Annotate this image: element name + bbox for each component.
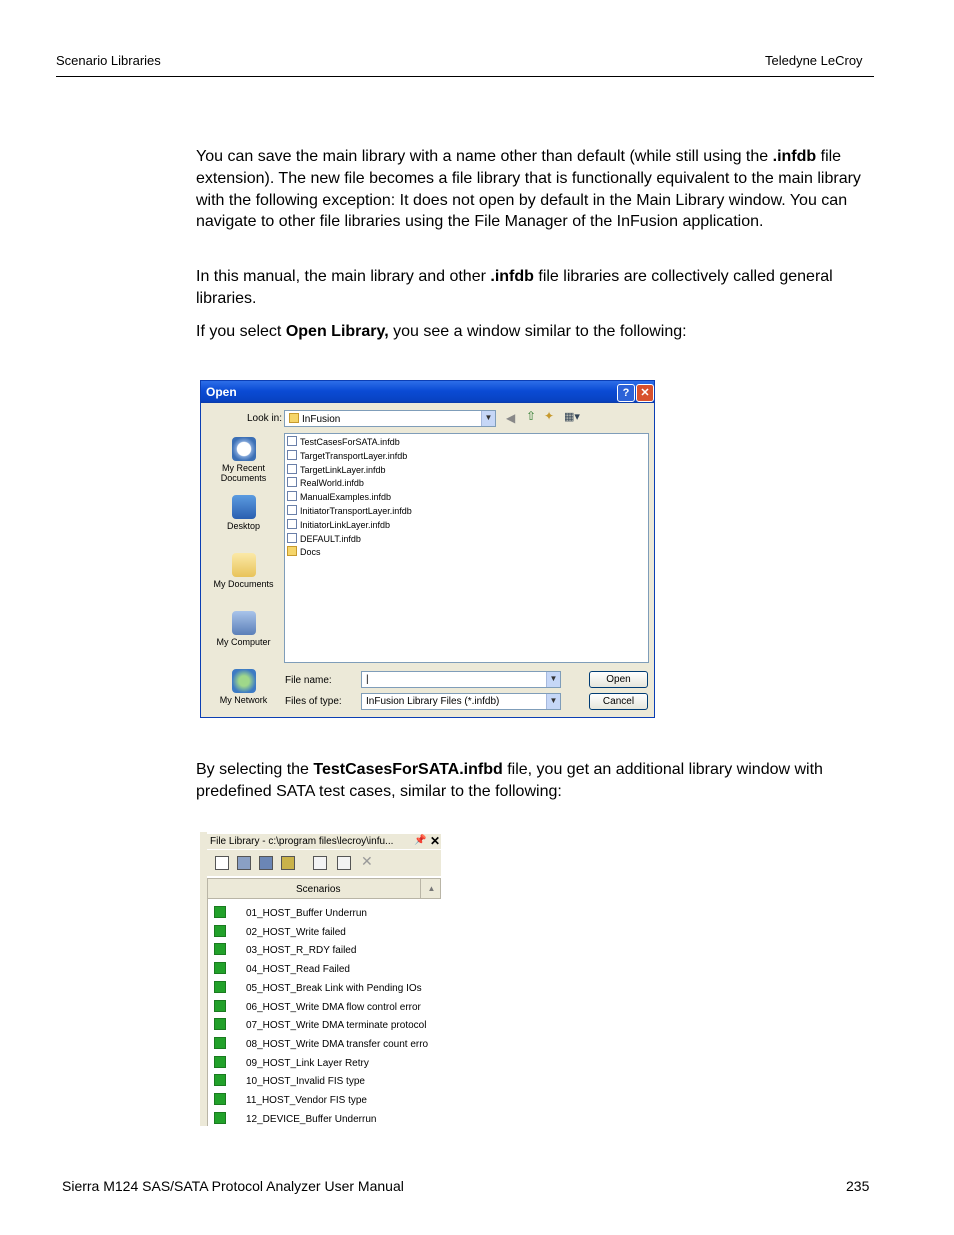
delete-icon[interactable]: ✕ bbox=[361, 853, 373, 869]
file-name: TestCasesForSATA.infdb bbox=[300, 437, 400, 447]
file-icon bbox=[287, 436, 297, 446]
para2-text-b: file libraries are collectively called general libraries. bbox=[196, 268, 833, 307]
file-name: InitiatorTransportLayer.infdb bbox=[300, 506, 412, 516]
scenario-status-icon bbox=[214, 1093, 226, 1105]
column-header-label: Scenarios bbox=[296, 884, 341, 895]
para4-text-b: file, you get an additional library window with predefined SATA test cases, similar to the following: bbox=[196, 761, 823, 800]
scenario-name: 01_HOST_Buffer Underrun bbox=[246, 908, 367, 919]
file-list-item[interactable] bbox=[287, 477, 364, 489]
file-library-toolbar bbox=[207, 850, 441, 876]
paragraph-open-library bbox=[196, 321, 876, 343]
file-name: RealWorld.infdb bbox=[300, 478, 364, 489]
look-in-value: InFusion bbox=[302, 414, 341, 425]
paragraph-general-libraries bbox=[196, 266, 876, 310]
place-label: My Computer bbox=[216, 637, 271, 647]
file-name-label: File name: bbox=[285, 675, 332, 686]
scenario-item[interactable] bbox=[214, 1018, 426, 1032]
look-in-select[interactable] bbox=[284, 410, 496, 427]
file-library-title: File Library - c:\program files\lecroy\infu... bbox=[210, 836, 394, 847]
back-icon[interactable]: ◀ bbox=[506, 411, 516, 425]
scenario-item[interactable] bbox=[214, 943, 356, 957]
place-my-documents[interactable] bbox=[205, 553, 282, 589]
scenario-name: 10_HOST_Invalid FIS type bbox=[246, 1076, 365, 1088]
scenario-name: 07_HOST_Write DMA terminate protocol bbox=[246, 1020, 427, 1032]
file-icon bbox=[287, 491, 297, 501]
scenario-name: 12_DEVICE_Buffer Underrun bbox=[246, 1113, 377, 1125]
page-number: 235 bbox=[846, 1178, 870, 1194]
scenario-name: 02_HOST_Write failed bbox=[246, 926, 346, 938]
file-list-item[interactable] bbox=[287, 546, 321, 558]
file-list-item[interactable] bbox=[287, 464, 386, 476]
scenario-list[interactable] bbox=[207, 899, 441, 1126]
clock-icon bbox=[232, 437, 256, 461]
place-label: My Recent Documents bbox=[220, 463, 267, 483]
chevron-down-icon[interactable]: ▼ bbox=[546, 694, 560, 709]
scenario-name: 11_HOST_Vendor FIS type bbox=[246, 1095, 367, 1106]
file-list-item[interactable] bbox=[287, 519, 390, 531]
scenario-name: 03_HOST_R_RDY failed bbox=[246, 945, 357, 957]
open-dialog bbox=[200, 380, 655, 718]
file-icon bbox=[287, 533, 297, 543]
file-icon bbox=[287, 505, 297, 515]
para1-bold: .infdb bbox=[772, 148, 817, 165]
para3-text-b: you see a window similar to the following: bbox=[388, 323, 687, 340]
scenario-status-icon bbox=[214, 1018, 226, 1030]
file-name: ManualExamples.infdb bbox=[300, 492, 392, 503]
header-rule bbox=[56, 76, 874, 77]
file-list-item[interactable] bbox=[287, 505, 412, 517]
file-list-item[interactable] bbox=[287, 450, 407, 462]
para1-text-b: file extension). The new file becomes a file library that is functionally equivalent to the main library with the following exception: It does not open by default in the Main Library window. You can navigate to other file libraries using the File Manager of the InFusion application. bbox=[196, 148, 861, 231]
copy-icon[interactable] bbox=[337, 856, 351, 870]
places-bar bbox=[205, 433, 282, 713]
scenario-name: 05_HOST_Break Link with Pending IOs bbox=[246, 982, 422, 994]
scenario-item[interactable] bbox=[214, 981, 422, 995]
save-as-icon[interactable] bbox=[281, 856, 295, 870]
scenario-status-icon bbox=[214, 981, 226, 993]
panel-edge bbox=[200, 832, 207, 1126]
scenario-item[interactable] bbox=[214, 1112, 376, 1126]
file-type-label: Files of type: bbox=[285, 696, 342, 707]
file-library-panel bbox=[200, 832, 442, 1126]
folder-icon bbox=[287, 546, 297, 556]
file-list-item[interactable] bbox=[287, 436, 400, 448]
place-my-computer[interactable] bbox=[205, 611, 282, 647]
scenario-item[interactable] bbox=[214, 1000, 421, 1014]
para2-text-a: In this manual, the main library and other bbox=[196, 268, 491, 285]
file-name: DEFAULT.infdb bbox=[300, 533, 361, 544]
paragraph-save-library bbox=[196, 146, 876, 233]
file-list[interactable] bbox=[284, 433, 649, 663]
open-button[interactable]: Open bbox=[589, 671, 648, 688]
file-type-select[interactable] bbox=[361, 693, 561, 710]
views-menu-icon[interactable]: ▦▾ bbox=[564, 411, 580, 423]
file-name-input[interactable] bbox=[361, 671, 561, 688]
help-button[interactable]: ? bbox=[617, 384, 635, 402]
new-icon[interactable] bbox=[215, 856, 229, 870]
computer-icon bbox=[232, 611, 256, 635]
file-name: InitiatorLinkLayer.infdb bbox=[300, 519, 391, 530]
para3-bold: Open Library, bbox=[285, 323, 389, 340]
scenario-item[interactable] bbox=[214, 906, 367, 920]
para4-bold: TestCasesForSATA.infbd bbox=[313, 761, 503, 778]
save-icon[interactable] bbox=[237, 856, 251, 870]
file-library-titlebar bbox=[207, 834, 441, 849]
file-icon bbox=[287, 450, 297, 460]
place-label: My Network bbox=[219, 695, 268, 705]
file-icon bbox=[287, 519, 297, 529]
scroll-up-icon[interactable]: ▲ bbox=[420, 879, 442, 898]
place-my-network[interactable] bbox=[205, 669, 282, 705]
dialog-titlebar bbox=[201, 381, 654, 403]
para2-bold: .infdb bbox=[490, 268, 534, 285]
scenario-status-icon bbox=[214, 1112, 226, 1124]
scenario-item[interactable] bbox=[214, 1074, 365, 1088]
new-folder-icon[interactable]: ✦ bbox=[544, 409, 555, 423]
folder-icon bbox=[289, 413, 299, 423]
file-icon bbox=[287, 464, 297, 474]
file-name: TargetLinkLayer.infdb bbox=[300, 464, 386, 475]
scenario-item[interactable] bbox=[214, 925, 346, 939]
scenario-name: 09_HOST_Link Layer Retry bbox=[246, 1057, 369, 1069]
paragraph-selecting-file bbox=[196, 759, 876, 803]
save-all-icon[interactable] bbox=[259, 856, 273, 870]
place-label: My Documents bbox=[213, 579, 274, 589]
place-label: Desktop bbox=[226, 521, 261, 531]
para1-text-a: You can save the main library with a name other than default (while still using the bbox=[196, 148, 773, 165]
chevron-down-icon[interactable]: ▼ bbox=[481, 411, 495, 426]
dialog-title: Open bbox=[206, 385, 237, 399]
close-icon[interactable]: ✕ bbox=[430, 834, 441, 848]
close-button[interactable]: ✕ bbox=[636, 384, 654, 402]
documents-folder-icon bbox=[232, 553, 256, 577]
para4-text-a: By selecting the bbox=[196, 761, 314, 778]
file-icon bbox=[287, 477, 297, 487]
header-section-title: Scenario Libraries bbox=[56, 53, 161, 68]
scenario-item[interactable] bbox=[214, 1056, 369, 1070]
file-name: TargetTransportLayer.infdb bbox=[300, 450, 408, 461]
network-globe-icon bbox=[232, 669, 256, 693]
place-desktop[interactable] bbox=[205, 495, 282, 531]
pin-icon[interactable]: 📌 bbox=[414, 835, 427, 846]
scenario-status-icon bbox=[214, 962, 226, 974]
scenario-status-icon bbox=[214, 925, 226, 937]
scenarios-column-header[interactable] bbox=[207, 878, 441, 899]
scenario-name: 08_HOST_Write DMA transfer count erro bbox=[246, 1038, 429, 1050]
up-folder-icon[interactable]: ⇧ bbox=[526, 409, 537, 423]
file-name: Docs bbox=[300, 547, 321, 558]
scenario-status-icon bbox=[214, 1000, 226, 1012]
para3-text-a: If you select bbox=[196, 323, 286, 340]
scenario-status-icon bbox=[214, 906, 226, 918]
footer-manual-title: Sierra M124 SAS/SATA Protocol Analyzer User Manual bbox=[62, 1178, 404, 1194]
file-list-item[interactable] bbox=[287, 491, 391, 503]
scenario-name: 04_HOST_Read Failed bbox=[246, 964, 350, 976]
look-in-label: Look in: bbox=[247, 413, 283, 424]
cancel-button[interactable]: Cancel bbox=[589, 693, 648, 710]
scenario-item[interactable] bbox=[214, 962, 350, 976]
header-company: Teledyne LeCroy bbox=[765, 53, 863, 68]
scenario-status-icon bbox=[214, 943, 226, 955]
file-list-item[interactable] bbox=[287, 533, 361, 545]
scenario-status-icon bbox=[214, 1056, 226, 1068]
scenario-item[interactable] bbox=[214, 1093, 367, 1107]
scenario-item[interactable] bbox=[214, 1037, 428, 1051]
file-type-value: InFusion Library Files (*.infdb) bbox=[366, 696, 500, 707]
desktop-icon bbox=[232, 495, 256, 519]
scenario-status-icon bbox=[214, 1037, 226, 1049]
chevron-down-icon[interactable]: ▼ bbox=[546, 672, 560, 687]
scenario-status-icon bbox=[214, 1074, 226, 1086]
edit-icon[interactable] bbox=[313, 856, 327, 870]
file-name-value: | bbox=[366, 674, 369, 685]
place-my-recent-documents[interactable] bbox=[205, 437, 282, 483]
scenario-name: 06_HOST_Write DMA flow control error bbox=[246, 1001, 421, 1013]
